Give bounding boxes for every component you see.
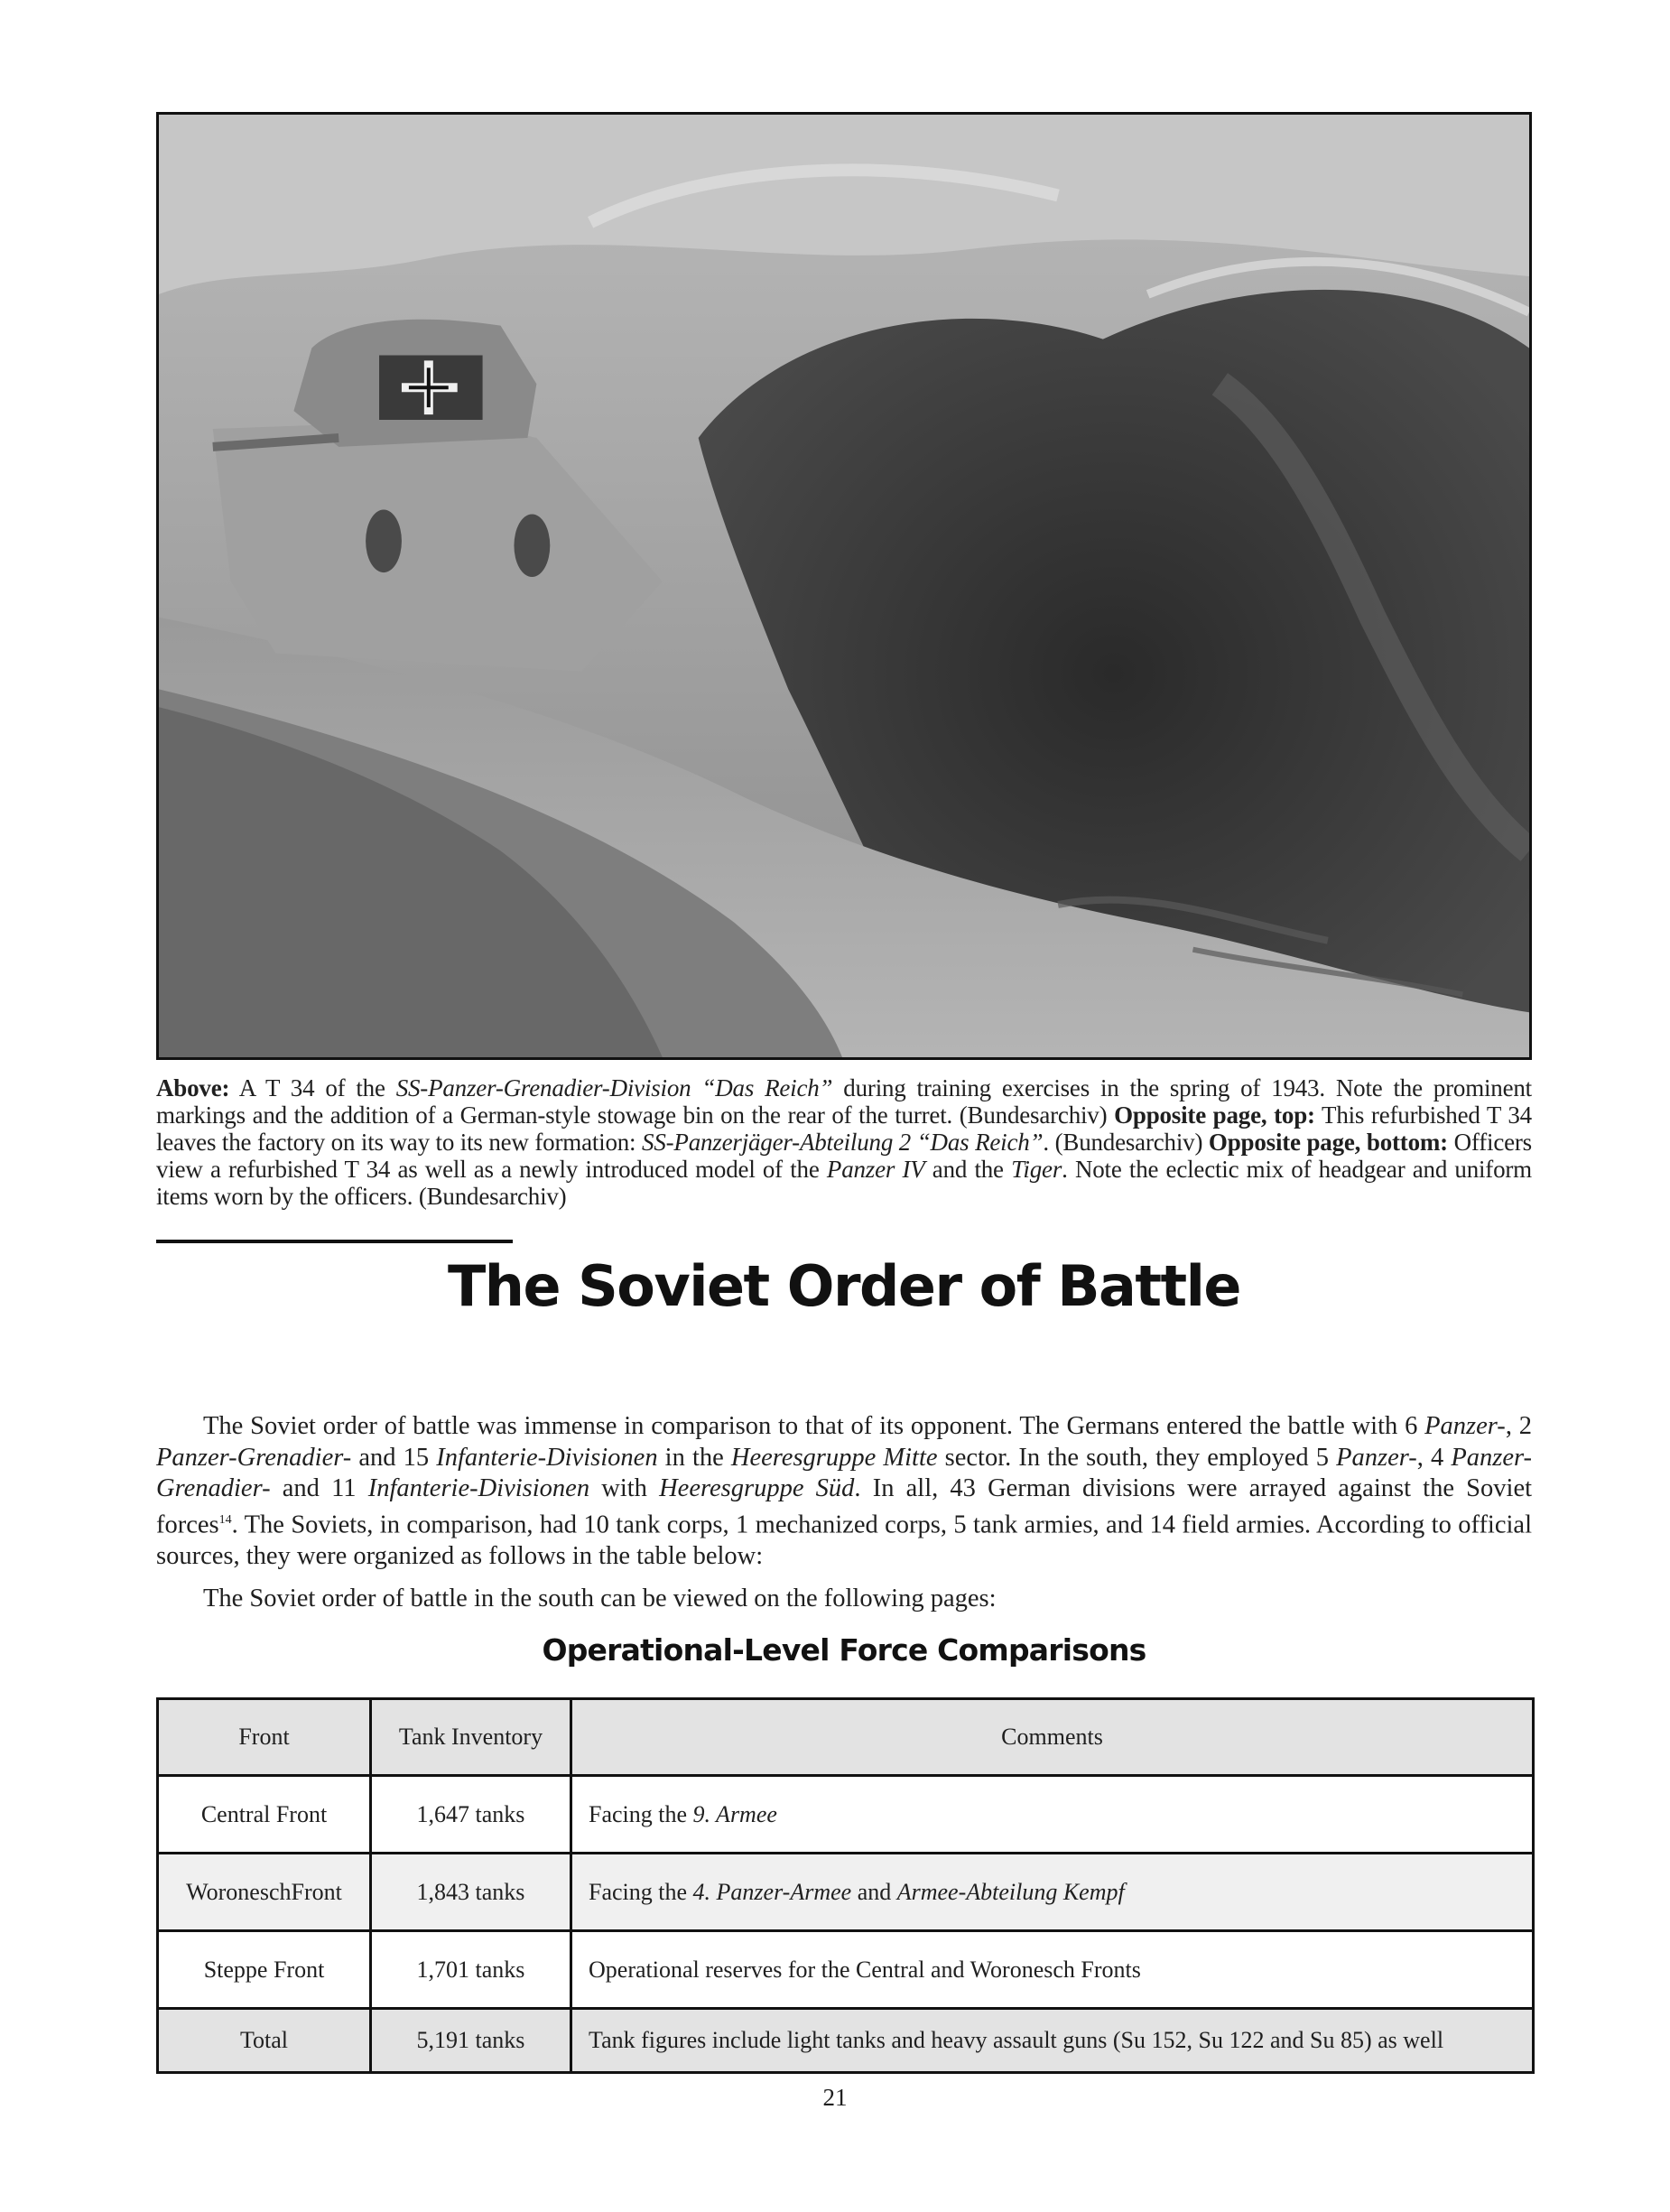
cell-comment: Tank figures include light tanks and heavy assault guns (Su 152, Su 122 and Su 85) as well: [571, 2009, 1534, 2073]
header-comments: Comments: [571, 1699, 1534, 1776]
cell-tanks: 1,701 tanks: [371, 1931, 571, 2009]
table-row: [158, 1776, 1534, 1854]
header-front: Front: [158, 1699, 371, 1776]
cell-tanks: 5,191 tanks: [371, 2009, 571, 2073]
cell-front: Total: [158, 2009, 371, 2073]
header-tank-inventory: Tank Inventory: [371, 1699, 571, 1776]
cell-front: WoroneschFront: [158, 1854, 371, 1931]
cell-tanks: 1,647 tanks: [371, 1776, 571, 1854]
cell-front: Central Front: [158, 1776, 371, 1854]
table-title: Operational-Level Force Comparisons: [542, 1632, 1146, 1668]
footnote-ref: 14: [218, 1512, 232, 1527]
table-row: [158, 1931, 1534, 2009]
table-header-row: [158, 1699, 1534, 1776]
cell-comment: Operational reserves for the Central and Woronesch Fronts: [571, 1931, 1534, 2009]
photo-t34-tank: [156, 112, 1532, 1060]
force-comparison-table: [156, 1697, 1535, 2074]
table-row: [158, 1854, 1534, 1931]
caption-label-opposite-top: Opposite page, top:: [1114, 1101, 1315, 1129]
cell-comment: Facing the 4. Panzer-Armee and Armee-Abteilung Kempf: [571, 1854, 1534, 1931]
photo-caption: Above: A T 34 of the SS-Panzer-Grenadier-Division “Das Reich” during training exercises in the spring of 1943. Note the prominent markings and the addition of a German-style stowage bin on the rear of the turret. (Bundesarchiv) Opposite page, top: This refurbished T 34 leaves the factory on its way to its new formation: SS-Panzerjäger-Abteilung 2 “Das Reich”. (Bundesarchiv) Opposite page, bottom: Officers view a refurbished T 34 as well as a newly introduced model of the Panzer IV and the Tiger. Note the eclectic mix of headgear and uniform items worn by the officers. (Bundesarchiv): [156, 1074, 1532, 1210]
table-row-total: [158, 2009, 1534, 2073]
photo-illustration: [159, 115, 1529, 1057]
caption-label-above: Above:: [156, 1074, 230, 1101]
paragraph-2: The Soviet order of battle in the south can be viewed on the following pages:: [203, 1585, 997, 1613]
section-divider: [156, 1240, 513, 1243]
cell-comment: Facing the 9. Armee: [571, 1776, 1534, 1854]
cell-tanks: 1,843 tanks: [371, 1854, 571, 1931]
cell-front: Steppe Front: [158, 1931, 371, 2009]
section-title: The Soviet Order of Battle: [448, 1253, 1240, 1319]
body-text: [156, 1411, 1532, 1615]
caption-label-opposite-bottom: Opposite page, bottom:: [1208, 1129, 1448, 1156]
paragraph-1: The Soviet order of battle was immense in comparison to that of its opponent. The Germans entered the battle with 6 Panzer-, 2 Panzer-Grenadier- and 15 Infanterie-Divisionen in the Heeresgruppe Mitte sector. In the south, they employed 5 Panzer-, 4 Panzer-Grenadier- and 11 Infanterie-Divisionen with Heeresgruppe Süd. In all, 43 German divisions were arrayed against the Soviet forces$^{14}$. The Soviets, in comparison, had 10 tank corps, 1 mechanized corps, 5 tank armies, and 14 field armies. According to official sources, they were organized as follows in the table below:: [156, 1412, 1533, 1570]
page-number: 21: [822, 2084, 848, 2111]
